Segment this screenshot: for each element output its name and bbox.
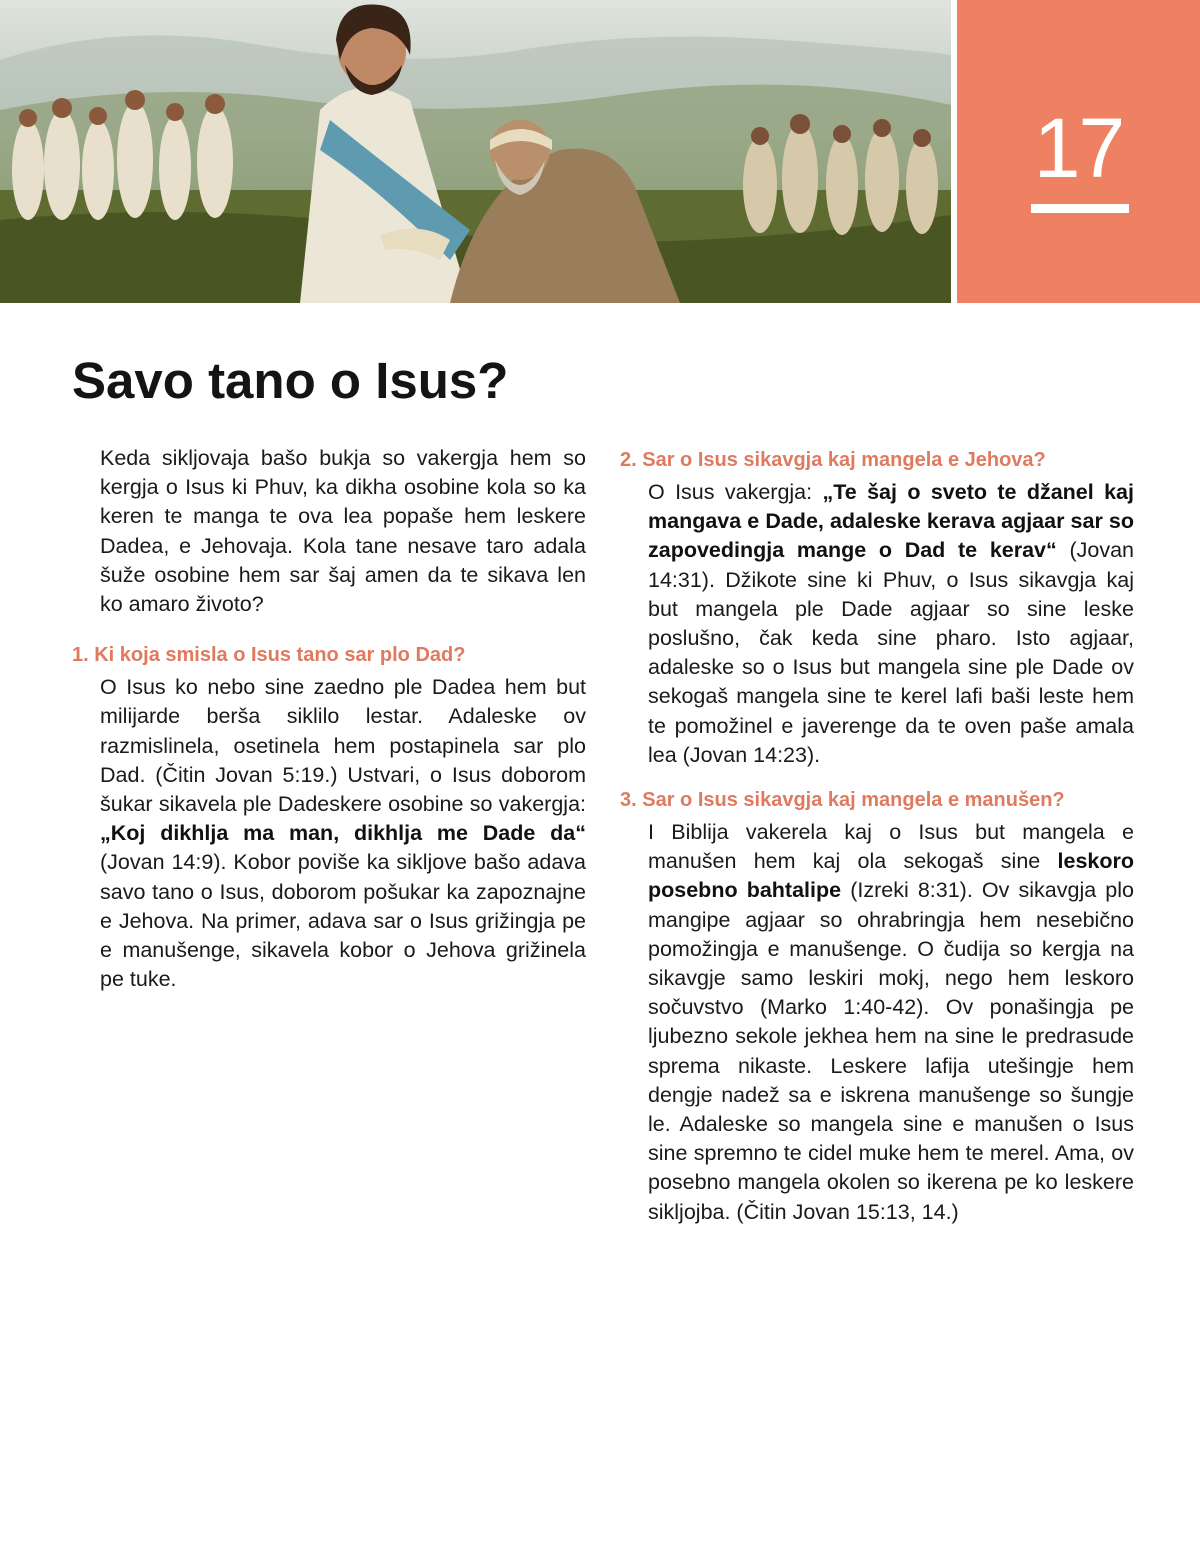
intro-paragraph: Keda sikljovaja bašo bukja so vakergja hem so kergja o Isus ki Phuv, ka dikha osobine kola so ka keren te manga te ova lea popaše hem leskere Dadea, e Jehovaja. Kola tane nesave taro adala šuže osobine hem sar šaj amen da te sikava len ko amaro životo? <box>100 446 586 617</box>
section-2-text-a: O Isus vakergja: <box>648 480 823 504</box>
section-2-text-b: (Jovan 14:31). Džikote sine ki Phuv, o Isus sikavgja kaj but mangela ple Dade agjaar so sine leske poslušno, čak keda sine pharo. Isto agjaar, adaleske so o Isus but mangela sine ple Dade ov sekogaš mangela sine te kerel lafi baši leste hem te pomožinel e javerenge da te oven paše amala lea (Jovan 14:23). <box>648 538 1134 767</box>
section-3-emphasis: leskoro posebno bahtalipe <box>648 849 1134 903</box>
section-3-body <box>648 818 1134 1227</box>
section-1-text-b: (Jovan 14:9). Kobor poviše ka sikljove bašo adava savo tano o Isus, doborom pošukar ka zapoznajne e Jehova. Na primer, adava sar o Isus grižingja pe e manušenge, sikavela kobor o Jehova grižinela pe tuke. <box>100 850 586 992</box>
section-3-heading: 3. Sar o Isus sikavgja kaj mangela e manušen? <box>620 789 1065 812</box>
section-1-body <box>100 673 586 994</box>
section-2-body <box>648 478 1134 770</box>
chapter-badge <box>957 0 1200 303</box>
section-1-quote: „Koj dikhlja ma man, dikhlja me Dade da“ <box>100 821 586 846</box>
section-1-text-a: O Isus ko nebo sine zaedno ple Dadea hem but milijarde berša siklilo lestar. Adaleske ov razmislinela, osetinela hem postapinela sar plo Dad. (Čitin Jovan 5:19.) Ustvari, o Isus doborom šukar sikavela ple Dadeskere osobine so vakergja: <box>100 675 586 817</box>
right-column <box>620 444 1134 1241</box>
section-1-heading: 1. Ki koja smisla o Isus tano sar plo Dad? <box>72 644 466 667</box>
left-column <box>72 444 586 1008</box>
section-2-quote: „Te šaj o sveto te džanel kaj mangava e Dade, adaleske kerava agjaar sar so zapovedingja mange o Dad te kerav“ <box>648 480 1134 563</box>
section-3-text-a: I Biblija vakerela kaj o Isus but mangela e manušen hem kaj ola sekogaš sine <box>648 820 1134 874</box>
hero-illustration <box>0 0 951 303</box>
chapter-number: 17 <box>1033 101 1124 195</box>
page-title: Savo tano o Isus? <box>72 352 509 409</box>
chapter-rule <box>1031 204 1129 213</box>
section-3-text-b: (Izreki 8:31). Ov sikavgja plo mangipe agjaar so ohrabringja hem nesebično pomožingja e manušenge. O čudija so kergja na sikavgje samo leskiri mokj, nego hem leskoro sočuvstvo (Marko 1:40-42). Ov ponašingja pe ljubezno sekole jekhea hem na sine le predrasude sprema nikaste. Leskere lafija utešingje hem dengje nadež sa e iskrena manušenge so šungje le. Adaleske so mangela sine e manušen o Isus sine spremno te cidel muke hem te merel. Ama, ov posebno mangela okolen so ikerena pe ko leskere sikljojba. (Čitin Jovan 15:13, 14.) <box>648 878 1134 1224</box>
hero-image <box>0 0 951 303</box>
section-2-heading: 2. Sar o Isus sikavgja kaj mangela e Jehova? <box>620 449 1046 471</box>
